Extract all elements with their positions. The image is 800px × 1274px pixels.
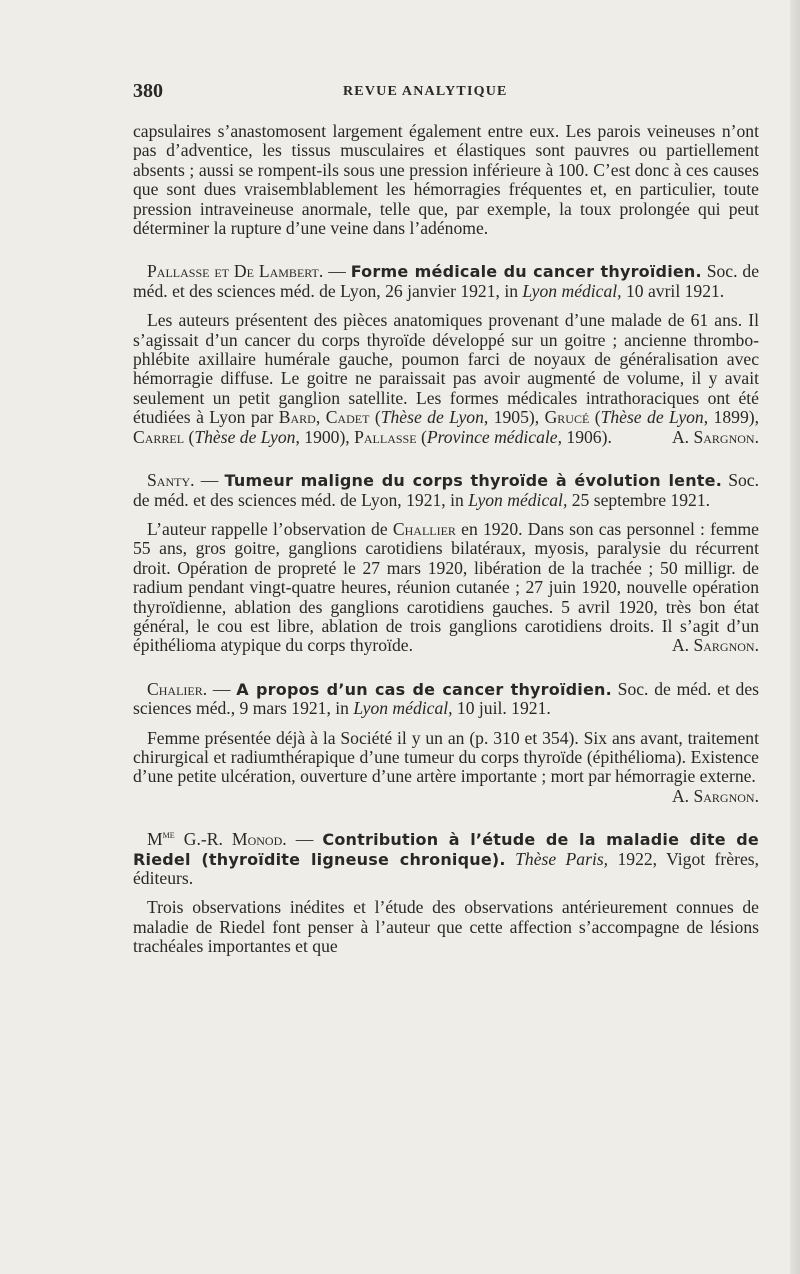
- entry-source: [506, 849, 515, 869]
- page-edge-shadow: [790, 0, 800, 1274]
- entry-authors: $M^{me}$ G.-R. Monod.: [147, 829, 287, 850]
- entry-abstract: L’auteur rappelle l’observation de Challier en 1920. Dans son cas personnel : femme 55 ans, gros goitre, ganglions carotidiens bilatéraux, myosis, paralysie du récurrent droit. Opération de propreté le 27 mars 1920, libération de la trachée ; 50 milligr. de radium pendant vingt-quatre heures, réunion cutanée ; 27 juin 1920, nouvelle opération thyroïdienne, ablation des ganglions carotidiens gauches. 5 avril 1920, très bon état général, le cou est libre, ablation de trois ganglions carotidiens droits. Il s’agit d’un épithélioma atypique du corps thyroïde. A. Sargnon.: [133, 518, 759, 656]
- entry-authors: Santy.: [147, 470, 195, 491]
- entry-heading: $M^{me}$ G.-R. Monod. — Contribution à l’étude de la maladie dite de Riedel (thyroïdite ligneuse chronique). Thèse Paris, 1922, Vigot frères, éditeurs.: [133, 829, 759, 888]
- entry-title: A propos d’un cas de cancer thyroïdien.: [236, 679, 612, 699]
- entry-source: Soc. de méd. et des sciences méd. de Lyon, 26 janvier 1921, in: [133, 261, 760, 301]
- page-body: [133, 122, 759, 957]
- entry-abstract: Trois observations inédites et l’étude des observations antérieurement connues de maladie de Riedel font penser à l’auteur que cette affection s’accompagne de lésions trachéales importantes et que: [133, 897, 759, 957]
- bibliography-entry: [133, 830, 759, 956]
- entry-signature: A. Sargnon.: [671, 635, 759, 656]
- entry-date: 10 avril 1921.: [621, 280, 725, 301]
- bibliography-entry: [133, 680, 759, 806]
- page-header: [133, 80, 783, 106]
- entry-date: 25 septembre 1921.: [567, 489, 711, 510]
- entry-signature: A. Sargnon.: [671, 426, 759, 447]
- bibliography-entry: [133, 471, 759, 656]
- entry-abstract: Femme présentée déjà à la Société il y un an (p. 310 et 354). Six ans avant, traitement chirurgical et radiumthérapique d’une tumeur du corps thyroïde (épithélioma). Existence d’une petite ulcération, ouverture d’une artère importante ; mort par hémorragie externe. A. Sargnon.: [133, 727, 759, 806]
- entry-journal: Lyon médical,: [353, 698, 453, 719]
- entry-journal: Lyon médical,: [522, 280, 622, 301]
- entry-abstract: Les auteurs présentent des pièces anatomiques provenant d’une malade de 61 ans. Il s’agissait d’un cancer du corps thyroïde développé sur un goitre ; ancienne thrombo-phlébite axillaire humérale gauche, poumon farci de noyaux de généralisation avec hémorragie diffuse. Le goitre ne paraissait pas avoir augmenté de volume, il y avait seulement un petit ganglion satellite. Les formes médicales intrathoraciques ont été étudiées à Lyon par Bard, Cadet (Thèse de Lyon, 1905), Grucé (Thèse de Lyon, 1899), Carrel (Thèse de Lyon, 1900), Pallasse (Province médicale, 1906). A. Sargnon.: [133, 310, 759, 447]
- entry-heading: Santy. — Tumeur maligne du corps thyroïde à évolution lente. Soc. de méd. et des sciences méd. de Lyon, 1921, in Lyon médical, 25 septembre 1921.: [133, 470, 759, 510]
- entry-heading: Pallasse et De Lambert. — Forme médicale du cancer thyroïdien. Soc. de méd. et des sciences méd. de Lyon, 26 janvier 1921, in Lyon médical, 10 avril 1921.: [133, 261, 760, 301]
- continuation-paragraph: capsulaires s’anastomosent largement également entre eux. Les parois veineuses n’ont pas d’adventice, les tissus musculaires et élastiques sont pauvres ou partiellement absents ; aussi se rompent-ils sous une pression inférieure à 100. C’est donc à ces causes que sont dues vraisemblablement les hémorragies fréquentes et, en particulier, toute pression intraveineuse anormale, telle que, par exemple, la toux prolongée qui peut déterminer la rupture d’une veine dans l’adénome.: [133, 121, 759, 239]
- entry-date: 10 juil. 1921.: [452, 698, 551, 719]
- entry-source: Soc. de méd. et des sciences méd. de Lyon, 1921, in: [133, 470, 759, 510]
- entry-title: Tumeur maligne du corps thyroïde à évolution lente.: [224, 471, 722, 491]
- entry-title: Contribution à l’étude de la maladie dite de Riedel (thyroïdite ligneuse chronique).: [133, 830, 759, 869]
- entry-authors: Chalier.: [147, 678, 208, 699]
- entry-source: Soc. de méd. et des sciences méd., 9 mars 1921, in: [133, 678, 760, 719]
- entry-title: Forme médicale du cancer thyroïdien.: [350, 262, 702, 282]
- entry-date: 1922, Vigot frères, éditeurs.: [133, 848, 759, 888]
- running-title: REVUE ANALYTIQUE: [343, 84, 508, 99]
- entry-signature: A. Sargnon.: [671, 785, 759, 806]
- entry-journal: Lyon médical,: [468, 489, 568, 510]
- entry-authors: Pallasse et De Lambert.: [147, 261, 324, 282]
- entry-journal: Thèse Paris,: [515, 848, 609, 869]
- page-number: 380: [133, 80, 163, 102]
- entry-heading: Chalier. — A propos d’un cas de cancer thyroïdien. Soc. de méd. et des sciences méd., 9 mars 1921, in Lyon médical, 10 juil. 1921.: [133, 678, 760, 719]
- bibliography-entry: [133, 262, 759, 447]
